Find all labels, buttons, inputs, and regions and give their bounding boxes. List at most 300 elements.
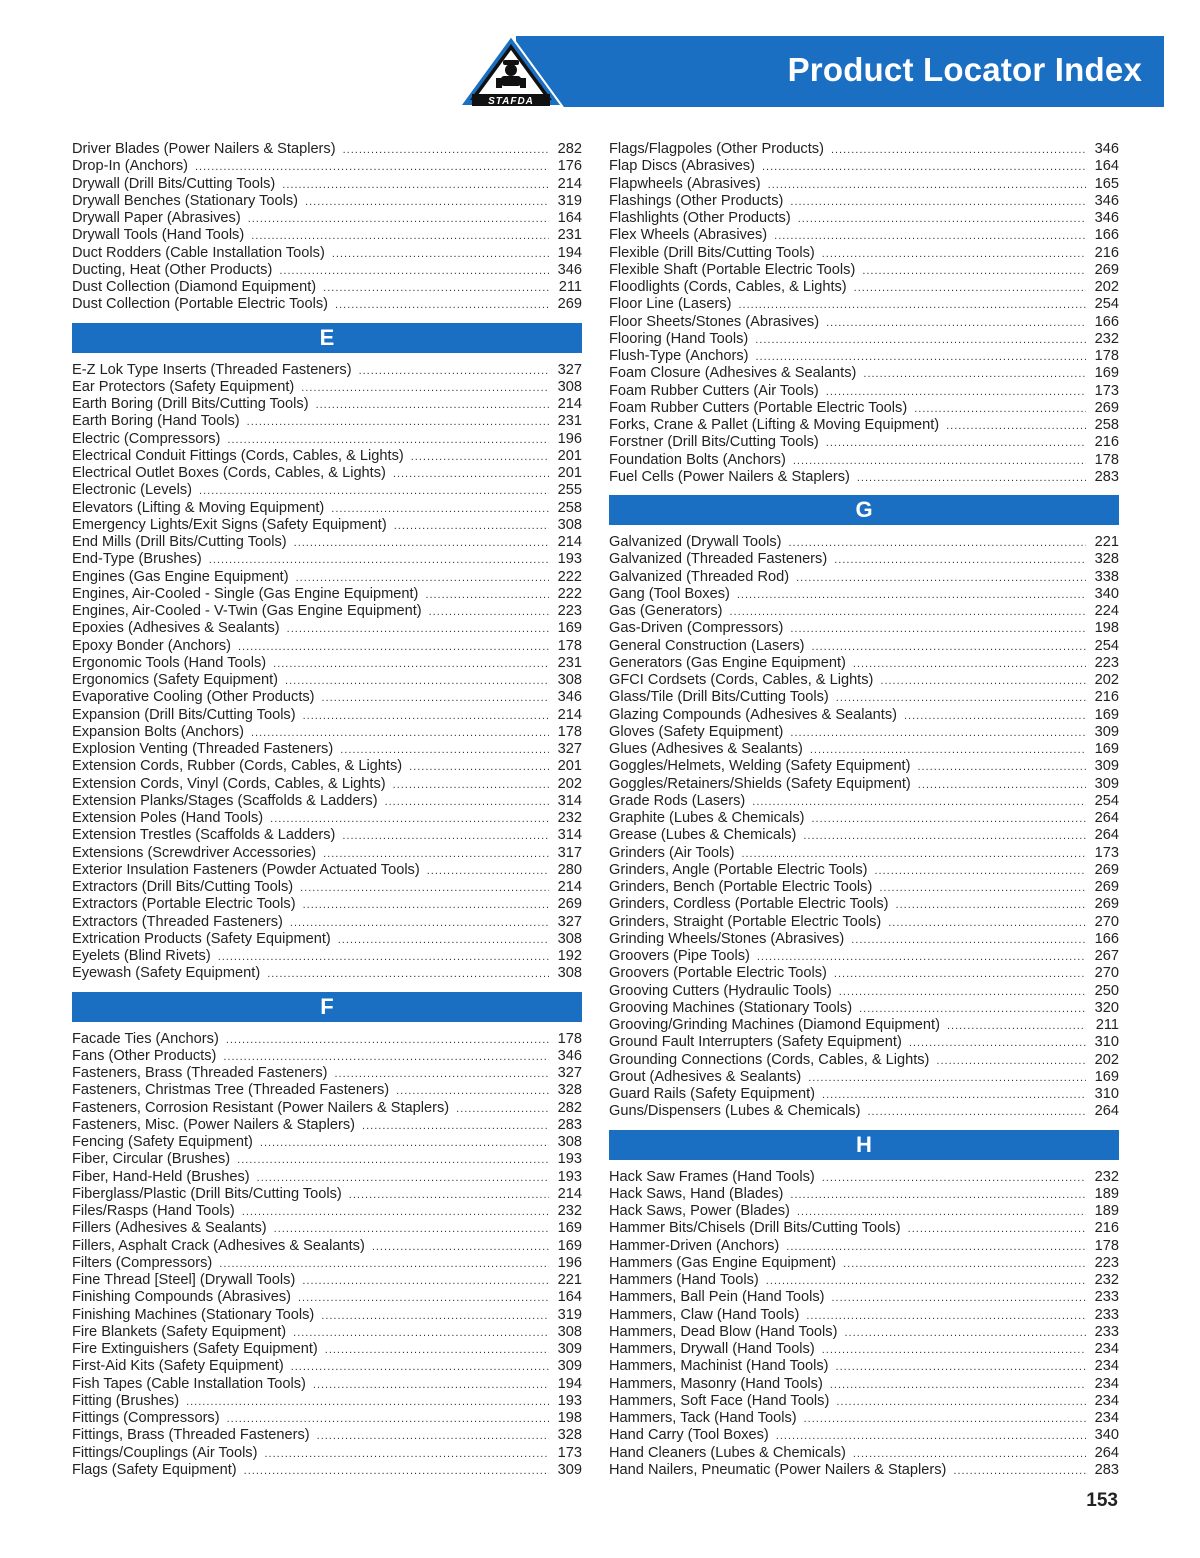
index-entry — [72, 879, 582, 896]
dot-leader — [264, 1446, 549, 1463]
entry-page: 214 — [557, 396, 582, 412]
entry-name: Extrication Products (Safety Equipment) — [72, 930, 331, 947]
entry-page: 214 — [557, 706, 582, 723]
entry-page: 317 — [557, 844, 582, 861]
entry-page: 216 — [1094, 689, 1119, 706]
dot-leader — [839, 984, 1086, 1001]
entry-name: Groovers (Pipe Tools) — [609, 948, 750, 964]
entry-name: Electrical Outlet Boxes (Cords, Cables, & Lights) — [72, 465, 386, 481]
entry-page: 314 — [557, 792, 582, 809]
index-entry — [72, 262, 582, 279]
dot-leader — [294, 535, 549, 552]
dot-leader — [300, 880, 549, 897]
entry-name: Fasteners, Corrosion Resistant (Power Nailers & Staplers) — [72, 1099, 450, 1116]
dot-leader — [411, 449, 549, 466]
entry-name: Flags (Safety Equipment) — [72, 1461, 237, 1478]
index-entry — [72, 655, 582, 672]
index-entry — [72, 672, 582, 689]
entry-page: 264 — [1094, 827, 1119, 844]
index-entry — [72, 1255, 582, 1272]
index-entry — [72, 227, 582, 244]
index-entry — [72, 210, 582, 227]
entry-page: 328 — [1094, 551, 1119, 568]
dot-leader — [247, 414, 549, 431]
dot-leader — [257, 1170, 549, 1187]
dot-leader — [857, 470, 1086, 487]
entry-name: Extension Cords, Vinyl (Cords, Cables, & Lights) — [72, 775, 386, 792]
entry-page: 264 — [1094, 810, 1119, 826]
entry-page: 283 — [1094, 468, 1119, 485]
entry-page: 221 — [1094, 534, 1119, 550]
dot-leader — [918, 777, 1086, 794]
index-entry — [609, 434, 1119, 451]
entry-name: Drywall Tools (Hand Tools) — [72, 227, 245, 244]
entry-name: Guard Rails (Safety Equipment) — [609, 1086, 816, 1102]
entry-page: 189 — [1094, 1185, 1119, 1202]
index-entry — [609, 1307, 1119, 1324]
dot-leader — [810, 742, 1086, 759]
entry-page: 214 — [557, 1185, 582, 1202]
entry-page: 258 — [557, 499, 582, 516]
index-entry — [72, 1462, 582, 1479]
entry-page: 310 — [1094, 1086, 1119, 1102]
entry-page: 178 — [1094, 1237, 1119, 1254]
dot-leader — [285, 673, 549, 690]
entry-page: 201 — [557, 758, 582, 775]
entry-page: 214 — [557, 534, 582, 550]
index-entry — [609, 655, 1119, 672]
entry-name: Ear Protectors (Safety Equipment) — [72, 378, 295, 395]
entry-page: 308 — [557, 965, 582, 982]
index-entry — [609, 1462, 1119, 1479]
entry-page: 222 — [557, 568, 582, 585]
entry-page: 196 — [557, 430, 582, 447]
entry-page: 201 — [557, 447, 582, 464]
entry-name: Galvanized (Threaded Fasteners) — [609, 551, 828, 568]
entry-page: 309 — [557, 1341, 582, 1357]
dot-leader — [282, 177, 549, 194]
dot-leader — [396, 1083, 549, 1100]
dot-leader — [826, 435, 1086, 452]
dot-leader — [385, 794, 549, 811]
entry-name: Fiber, Circular (Brushes) — [72, 1151, 231, 1168]
index-entry — [72, 620, 582, 637]
dot-leader — [798, 211, 1086, 228]
index-entry — [72, 724, 582, 741]
dot-leader — [738, 297, 1086, 314]
entry-name: Hammers, Drywall (Hand Tools) — [609, 1341, 815, 1357]
entry-page: 346 — [557, 1047, 582, 1064]
dot-leader — [313, 1377, 549, 1394]
entry-name: Flashlights (Other Products) — [609, 210, 791, 226]
index-entry — [72, 413, 582, 430]
dot-leader — [762, 159, 1086, 176]
dot-leader — [287, 621, 549, 638]
section-header-g: G — [609, 495, 1119, 525]
index-entry — [609, 296, 1119, 313]
index-entry — [72, 965, 582, 982]
entry-name: Extensions (Screwdriver Accessories) — [72, 844, 317, 861]
entry-name: Fuel Cells (Power Nailers & Staplers) — [609, 468, 850, 485]
dot-leader — [830, 1377, 1086, 1394]
entry-page: 178 — [1094, 348, 1119, 364]
entry-page: 202 — [557, 775, 582, 792]
entry-page: 346 — [1094, 210, 1119, 226]
entry-name: Facade Ties (Anchors) — [72, 1030, 219, 1047]
entry-name: Extractors (Portable Electric Tools) — [72, 896, 296, 913]
dot-leader — [844, 1325, 1086, 1342]
entry-page: 327 — [557, 1065, 582, 1081]
index-entry — [609, 1410, 1119, 1427]
dot-leader — [238, 639, 549, 656]
index-entry — [72, 1341, 582, 1358]
entry-page: 308 — [557, 516, 582, 533]
index-entry — [72, 551, 582, 568]
entry-page: 233 — [1094, 1323, 1119, 1340]
index-entry — [609, 1393, 1119, 1410]
entry-name: Duct Rodders (Cable Installation Tools) — [72, 244, 325, 261]
index-entry — [609, 914, 1119, 931]
dot-leader — [836, 1359, 1086, 1376]
entry-name: Fire Extinguishers (Safety Equipment) — [72, 1341, 318, 1357]
index-entry — [72, 638, 582, 655]
entry-name: Hack Saws, Hand (Blades) — [609, 1185, 784, 1202]
index-entry — [72, 482, 582, 499]
index-entry — [72, 141, 582, 158]
dot-leader — [427, 863, 549, 880]
entry-name: Ergonomics (Safety Equipment) — [72, 672, 279, 688]
dot-leader — [793, 453, 1086, 470]
stafda-logo — [458, 34, 564, 108]
entry-page: 232 — [557, 1203, 582, 1219]
entry-name: Fasteners, Christmas Tree (Threaded Fasteners) — [72, 1082, 390, 1099]
entry-page: 216 — [1094, 1220, 1119, 1237]
index-entry — [72, 1186, 582, 1203]
entry-page: 173 — [1094, 382, 1119, 399]
section-header-h: H — [609, 1130, 1119, 1160]
entry-page: 202 — [1094, 672, 1119, 688]
dot-leader — [303, 897, 549, 914]
entry-page: 196 — [557, 1254, 582, 1271]
entry-page: 346 — [557, 689, 582, 706]
entry-name: Fiberglass/Plastic (Drill Bits/Cutting Tools) — [72, 1185, 342, 1202]
index-entry — [72, 586, 582, 603]
entry-page: 224 — [1094, 603, 1119, 619]
entry-page: 169 — [1094, 365, 1119, 382]
dot-leader — [776, 1428, 1086, 1445]
dot-leader — [836, 1394, 1086, 1411]
index-entry — [609, 365, 1119, 382]
index-entry — [72, 1169, 582, 1186]
entry-name: Dust Collection (Portable Electric Tools) — [72, 296, 329, 313]
index-entry — [72, 1289, 582, 1306]
entry-name: Eyewash (Safety Equipment) — [72, 965, 261, 982]
entry-name: Groovers (Portable Electric Tools) — [609, 965, 827, 982]
entry-page: 166 — [1094, 930, 1119, 947]
section-header-e: E — [72, 323, 582, 353]
entry-page: 232 — [1094, 1168, 1119, 1185]
index-entry — [609, 452, 1119, 469]
dot-leader — [409, 759, 549, 776]
entry-name: General Construction (Lasers) — [609, 637, 805, 654]
entry-name: Foam Rubber Cutters (Air Tools) — [609, 382, 819, 399]
entry-name: Hand Nailers, Pneumatic (Power Nailers & Staplers) — [609, 1461, 947, 1478]
entry-name: Guns/Dispensers (Lubes & Chemicals) — [609, 1103, 861, 1120]
entry-name: Engines (Gas Engine Equipment) — [72, 568, 289, 585]
index-entry — [72, 279, 582, 296]
entry-name: Hammers, Claw (Hand Tools) — [609, 1306, 800, 1323]
entry-page: 233 — [1094, 1306, 1119, 1323]
entry-name: Epoxy Bonder (Anchors) — [72, 637, 231, 654]
dot-leader — [796, 570, 1086, 587]
index-entry — [609, 1000, 1119, 1017]
entry-page: 267 — [1094, 948, 1119, 964]
index-entry — [72, 896, 582, 913]
dot-leader — [218, 949, 549, 966]
entry-page: 308 — [557, 1134, 582, 1150]
entry-page: 234 — [1094, 1392, 1119, 1409]
index-entry — [72, 1307, 582, 1324]
dot-leader — [859, 1001, 1086, 1018]
dot-leader — [834, 552, 1086, 569]
index-entry — [609, 417, 1119, 434]
index-entry — [609, 348, 1119, 365]
dot-leader — [293, 1325, 549, 1342]
entry-page: 282 — [557, 1099, 582, 1116]
entry-name: Fasteners, Brass (Threaded Fasteners) — [72, 1065, 328, 1081]
entry-name: Floor Line (Lasers) — [609, 296, 732, 313]
entry-name: Driver Blades (Power Nailers & Staplers) — [72, 141, 336, 157]
index-entry — [72, 1203, 582, 1220]
entry-name: Hammers, Dead Blow (Hand Tools) — [609, 1323, 838, 1340]
index-column-right — [609, 141, 1119, 1479]
dot-leader — [741, 846, 1086, 863]
entry-name: Flooring (Hand Tools) — [609, 330, 749, 347]
entry-name: Glass/Tile (Drill Bits/Cutting Tools) — [609, 689, 829, 706]
dot-leader — [790, 1187, 1086, 1204]
dot-leader — [774, 228, 1086, 245]
dot-leader — [291, 1359, 549, 1376]
dot-leader — [332, 246, 549, 263]
dot-leader — [843, 1256, 1086, 1273]
index-entry — [609, 741, 1119, 758]
index-entry — [72, 465, 582, 482]
index-entry — [72, 1272, 582, 1289]
entry-name: Hammers, Soft Face (Hand Tools) — [609, 1392, 830, 1409]
dot-leader — [806, 1308, 1086, 1325]
dot-leader — [914, 401, 1086, 418]
dot-leader — [195, 159, 549, 176]
index-entry — [72, 431, 582, 448]
dot-leader — [302, 1273, 549, 1290]
dot-leader — [755, 332, 1086, 349]
entry-name: Fitting (Brushes) — [72, 1392, 180, 1409]
index-entry — [609, 158, 1119, 175]
entry-page: 308 — [557, 378, 582, 395]
index-entry — [609, 1220, 1119, 1237]
entry-page: 309 — [557, 1461, 582, 1478]
dot-leader — [904, 708, 1086, 725]
entry-page: 231 — [557, 227, 582, 244]
entry-page: 222 — [557, 585, 582, 602]
dot-leader — [826, 384, 1086, 401]
entry-name: Gas (Generators) — [609, 603, 723, 619]
dot-leader — [797, 1204, 1086, 1221]
index-entry — [72, 1151, 582, 1168]
entry-page: 165 — [1094, 175, 1119, 192]
entry-name: Elevators (Lifting & Moving Equipment) — [72, 499, 325, 516]
index-entry — [609, 279, 1119, 296]
entry-page: 211 — [558, 279, 582, 295]
entry-page: 169 — [557, 620, 582, 637]
index-entry — [72, 1376, 582, 1393]
index-entry — [609, 383, 1119, 400]
index-entry — [609, 1169, 1119, 1186]
dot-leader — [752, 794, 1086, 811]
dot-leader — [199, 483, 549, 500]
index-entry — [609, 1255, 1119, 1272]
dot-leader — [917, 759, 1086, 776]
entry-page: 173 — [1094, 844, 1119, 861]
dot-leader — [321, 1308, 549, 1325]
index-entry — [609, 1272, 1119, 1289]
entry-page: 280 — [557, 861, 582, 878]
entry-name: Flashings (Other Products) — [609, 192, 784, 209]
index-entry — [609, 534, 1119, 551]
entry-name: Evaporative Cooling (Other Products) — [72, 689, 315, 706]
entry-name: Electric (Compressors) — [72, 430, 221, 447]
dot-leader — [298, 1290, 549, 1307]
entry-name: Hack Saws, Power (Blades) — [609, 1203, 790, 1219]
entry-page: 198 — [1094, 620, 1119, 637]
entry-page: 178 — [557, 723, 582, 740]
entry-group — [72, 141, 582, 314]
entry-name: Extension Poles (Hand Tools) — [72, 810, 264, 826]
dot-leader — [425, 587, 549, 604]
index-entry — [609, 810, 1119, 827]
entry-name: Floodlights (Cords, Cables, & Lights) — [609, 279, 847, 295]
index-entry — [72, 1410, 582, 1427]
entry-page: 309 — [1094, 775, 1119, 792]
dot-leader — [303, 708, 549, 725]
entry-name: Electrical Conduit Fittings (Cords, Cables, & Lights) — [72, 447, 404, 464]
dot-leader — [863, 366, 1086, 383]
dot-leader — [227, 1411, 549, 1428]
index-entry — [609, 1427, 1119, 1444]
entry-name: Glues (Adhesives & Sealants) — [609, 741, 803, 757]
entry-page: 214 — [557, 175, 582, 192]
entry-page: 308 — [557, 672, 582, 688]
index-entry — [609, 193, 1119, 210]
entry-name: Grease (Lubes & Chemicals) — [609, 827, 797, 844]
entry-name: Forstner (Drill Bits/Cutting Tools) — [609, 434, 819, 451]
entry-group — [609, 1169, 1119, 1480]
entry-name: Forks, Crane & Pallet (Lifting & Moving Equipment) — [609, 417, 940, 433]
index-entry — [609, 827, 1119, 844]
entry-page: 231 — [557, 413, 582, 430]
dot-leader — [325, 1342, 549, 1359]
entry-name: Glazing Compounds (Adhesives & Sealants) — [609, 706, 897, 723]
entry-name: Hand Cleaners (Lubes & Chemicals) — [609, 1444, 846, 1461]
entry-name: Galvanized (Threaded Rod) — [609, 568, 790, 585]
entry-name: First-Aid Kits (Safety Equipment) — [72, 1358, 284, 1375]
entry-name: Galvanized (Drywall Tools) — [609, 534, 782, 550]
entry-page: 214 — [557, 879, 582, 895]
index-entry — [72, 362, 582, 379]
index-entry — [72, 1238, 582, 1255]
entry-page: 164 — [557, 210, 582, 226]
entry-page: 254 — [1094, 296, 1119, 313]
index-entry — [609, 586, 1119, 603]
entry-page: 232 — [557, 810, 582, 826]
entry-name: Hammers (Hand Tools) — [609, 1272, 759, 1288]
dot-leader — [867, 1104, 1086, 1121]
dot-leader — [811, 639, 1086, 656]
entry-name: Extension Planks/Stages (Scaffolds & Ladders) — [72, 792, 378, 809]
entry-name: Exterior Insulation Fasteners (Powder Actuated Tools) — [72, 861, 420, 878]
index-entry — [609, 1289, 1119, 1306]
entry-name: Eyelets (Blind Rivets) — [72, 948, 211, 964]
index-entry — [72, 603, 582, 620]
dot-leader — [340, 742, 549, 759]
entry-page: 198 — [557, 1410, 582, 1426]
entry-name: Fittings/Couplings (Air Tools) — [72, 1444, 258, 1461]
index-entry — [72, 793, 582, 810]
dot-leader — [790, 194, 1086, 211]
index-entry — [609, 1341, 1119, 1358]
entry-name: Files/Rasps (Hand Tools) — [72, 1203, 235, 1219]
entry-name: Fine Thread [Steel] (Drywall Tools) — [72, 1272, 296, 1288]
index-entry — [609, 776, 1119, 793]
dot-leader — [936, 1053, 1086, 1070]
dot-leader — [790, 621, 1086, 638]
dot-leader — [808, 1070, 1086, 1087]
entry-name: Extension Cords, Rubber (Cords, Cables, & Lights) — [72, 758, 403, 775]
entry-page: 169 — [557, 1237, 582, 1254]
dot-leader — [209, 552, 549, 569]
entry-page: 327 — [557, 361, 582, 378]
entry-page: 169 — [1094, 706, 1119, 723]
entry-name: Hammer-Driven (Anchors) — [609, 1237, 780, 1254]
index-entry — [72, 1358, 582, 1375]
entry-name: Flexible (Drill Bits/Cutting Tools) — [609, 244, 815, 261]
index-entry — [609, 1052, 1119, 1069]
dot-leader — [908, 1221, 1086, 1238]
entry-name: End Mills (Drill Bits/Cutting Tools) — [72, 534, 287, 550]
index-entry — [72, 1082, 582, 1099]
dot-leader — [946, 418, 1086, 435]
entry-page: 232 — [1094, 330, 1119, 347]
entry-name: Generators (Gas Engine Equipment) — [609, 654, 846, 671]
entry-name: Flap Discs (Abrasives) — [609, 158, 755, 175]
entry-name: Emergency Lights/Exit Signs (Safety Equipment) — [72, 516, 387, 533]
entry-page: 264 — [1094, 1103, 1119, 1120]
entry-name: E-Z Lok Type Inserts (Threaded Fasteners) — [72, 361, 352, 378]
entry-name: Grinders (Air Tools) — [609, 844, 735, 861]
dot-leader — [822, 1342, 1086, 1359]
dot-leader — [226, 1032, 549, 1049]
entry-page: 216 — [1094, 244, 1119, 261]
dot-leader — [768, 177, 1086, 194]
entry-name: Expansion Bolts (Anchors) — [72, 723, 244, 740]
entry-page: 194 — [557, 244, 582, 261]
entry-name: Extension Trestles (Scaffolds & Ladders) — [72, 827, 336, 844]
dot-leader — [186, 1394, 549, 1411]
entry-page: 269 — [1094, 879, 1119, 895]
entry-page: 234 — [1094, 1358, 1119, 1375]
index-entry — [72, 1393, 582, 1410]
dot-leader — [223, 1049, 549, 1066]
